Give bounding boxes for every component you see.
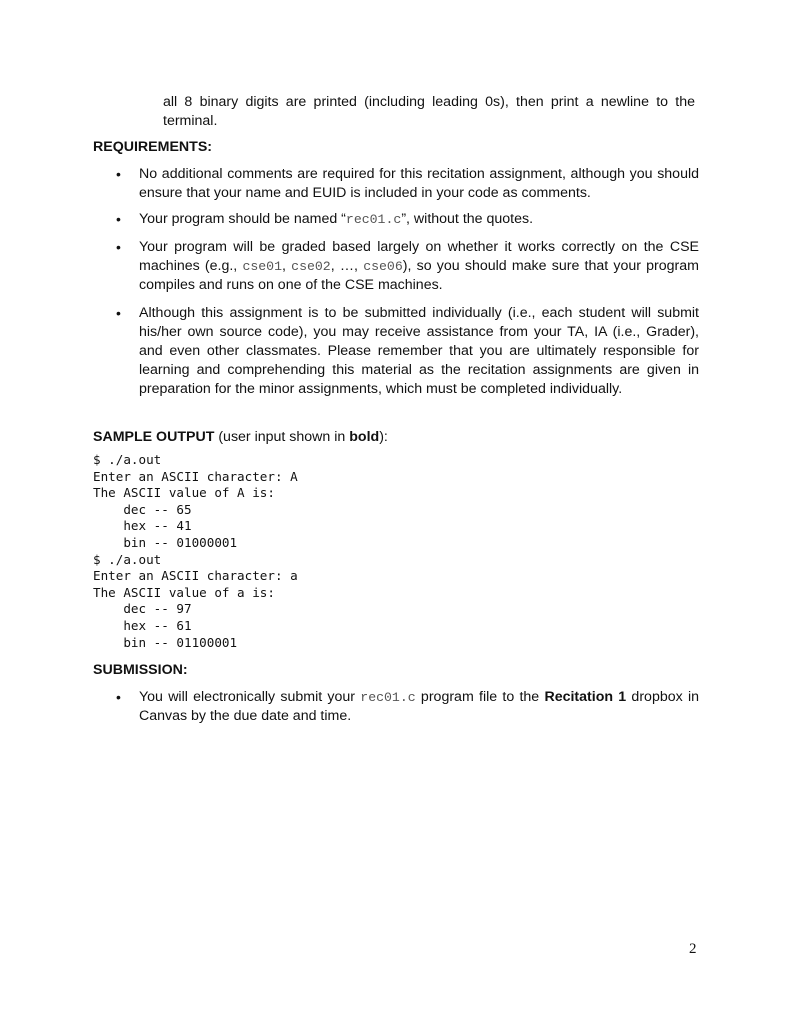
page-number: 2 — [689, 941, 697, 957]
requirement-text: , — [282, 258, 292, 274]
code-line: The ASCII value of a is: — [93, 584, 275, 600]
requirement-text: , …, — [330, 258, 364, 274]
bullet-icon: • — [116, 305, 121, 321]
requirement-text: Your program should be named “ — [139, 211, 346, 227]
sample-output-code — [93, 452, 298, 651]
bullet-icon: • — [116, 166, 121, 182]
heading-bold: bold — [349, 429, 380, 445]
machine-code: cse02 — [291, 259, 331, 274]
code-line: Enter an ASCII character: a — [93, 568, 298, 584]
code-line: dec -- 97 — [93, 601, 192, 617]
requirement-text: Your program will be graded based largely on whether it works correctly on the CSE machines (e.g., — [139, 239, 699, 274]
requirement-item-individual: Although this assignment is to be submitted individually (i.e., each student will submit his/her own source code), you may receive assistance from your TA, IA (i.e., Grader), and even other classmates. Please remember that you are ultimately responsible for learning and comprehending this material as the recitation assignments are given in preparation for the minor assignments, which must be completed individually. — [139, 305, 699, 397]
heading-text: (user input shown in — [214, 429, 350, 445]
requirement-item-comments: No additional comments are required for this recitation assignment, although you should ensure that your name and EUID is included in your code as comments. — [139, 166, 699, 201]
submission-paragraph — [139, 688, 699, 726]
machine-code: cse06 — [363, 259, 403, 274]
requirement-text: ”, without the quotes. — [401, 211, 534, 227]
submission-text: program file to the — [415, 689, 545, 705]
requirement-item-grading — [139, 238, 699, 295]
intro-paragraph: all 8 binary digits are printed (including leading 0s), then print a newline to the terminal. — [163, 94, 695, 129]
code-line: Enter an ASCII character: A — [93, 468, 298, 484]
filename-code: rec01.c — [345, 212, 402, 227]
code-line: bin -- 01000001 — [93, 534, 238, 550]
requirement-item-filename — [139, 210, 699, 229]
requirements-heading: REQUIREMENTS: — [93, 139, 213, 155]
filename-code: rec01.c — [360, 690, 416, 705]
bullet-icon: • — [116, 689, 121, 705]
heading-text: ): — [379, 429, 388, 445]
code-line: hex -- 61 — [93, 617, 192, 633]
requirement-text: ), so you should make sure that your program compiles and runs on one of the CSE machines. — [139, 258, 699, 293]
code-line: hex -- 41 — [93, 518, 192, 534]
code-line: dec -- 65 — [93, 501, 192, 517]
submission-text: You will electronically submit your — [139, 689, 361, 705]
bullet-icon: • — [116, 239, 121, 255]
heading-bold: SAMPLE OUTPUT — [93, 429, 215, 445]
submission-heading: SUBMISSION: — [93, 662, 188, 678]
machine-code: cse01 — [242, 259, 283, 274]
dropbox-name: Recitation 1 — [544, 689, 627, 705]
code-line: bin -- 01100001 — [93, 634, 238, 650]
bullet-icon: • — [116, 211, 121, 227]
code-line: $ ./a.out — [93, 452, 162, 467]
sample-output-heading — [93, 428, 388, 447]
code-line: The ASCII value of A is: — [93, 485, 275, 501]
submission-text: dropbox in Canvas by the due date and time. — [139, 689, 699, 724]
code-line: $ ./a.out — [93, 551, 162, 567]
